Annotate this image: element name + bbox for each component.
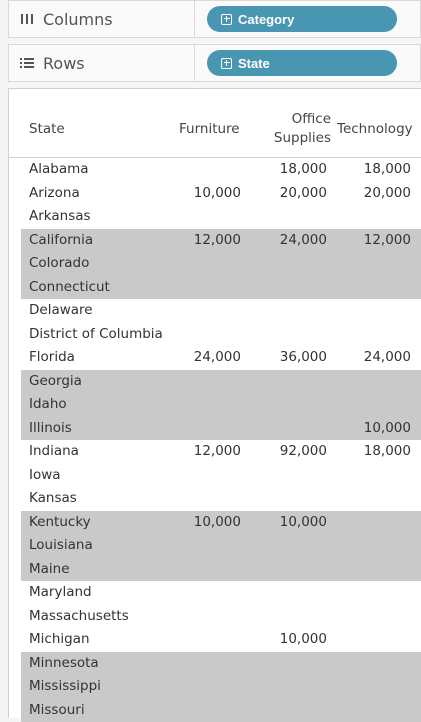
table-row[interactable] [9,464,421,488]
rows-list-icon [19,55,35,71]
header-office-supplies[interactable] [261,110,331,148]
header-furniture[interactable]: Furniture [179,120,240,139]
furniture-value-cell[interactable]: 10,000 [161,511,241,535]
table-row[interactable] [9,370,421,394]
technology-value-cell[interactable]: 18,000 [331,440,411,464]
table-row[interactable] [9,299,421,323]
state-name-cell[interactable]: Indiana [29,440,79,464]
state-name-cell[interactable]: Mississippi [29,675,101,699]
state-name-cell[interactable]: Alabama [29,158,89,182]
state-name-cell[interactable]: Arizona [29,182,80,206]
technology-value-cell[interactable]: 24,000 [331,346,411,370]
state-name-cell[interactable]: Maine [29,558,70,582]
state-name-cell[interactable]: California [29,229,93,253]
state-name-cell[interactable]: Missouri [29,699,85,722]
header-state[interactable]: State [29,120,65,139]
office-supplies-value-cell[interactable]: 18,000 [247,158,327,182]
state-name-cell[interactable]: Florida [29,346,75,370]
state-pill-label: State [238,56,270,71]
state-name-cell[interactable]: Kansas [29,487,77,511]
table-row[interactable] [9,628,421,652]
office-supplies-value-cell[interactable]: 92,000 [247,440,327,464]
state-name-cell[interactable]: Arkansas [29,205,91,229]
rows-shelf-label [9,45,195,81]
state-name-cell[interactable]: Delaware [29,299,93,323]
table-row[interactable] [9,652,421,676]
table-row[interactable] [9,699,421,722]
columns-shelf-label [9,1,195,37]
table-row[interactable] [9,558,421,582]
expand-plus-icon[interactable] [221,14,232,25]
table-row[interactable] [9,205,421,229]
header-office-line2: Supplies [261,129,331,148]
table-row[interactable] [9,276,421,300]
table-row[interactable] [9,417,421,441]
table-row[interactable] [9,581,421,605]
header-office-line1: Office [261,110,331,129]
table-row[interactable] [9,511,421,535]
furniture-value-cell[interactable]: 12,000 [161,440,241,464]
office-supplies-value-cell[interactable]: 10,000 [247,628,327,652]
state-name-cell[interactable]: Massachusetts [29,605,129,629]
technology-value-cell[interactable]: 20,000 [331,182,411,206]
state-name-cell[interactable]: Georgia [29,370,82,394]
table-row[interactable] [9,182,421,206]
table-row[interactable] [9,346,421,370]
office-supplies-value-cell[interactable]: 36,000 [247,346,327,370]
rows-label-text: Rows [43,54,85,73]
table-row[interactable] [9,393,421,417]
state-pill[interactable] [207,50,397,76]
office-supplies-value-cell[interactable]: 24,000 [247,229,327,253]
table-row[interactable] [9,158,421,182]
state-name-cell[interactable]: District of Columbia [29,323,163,347]
table-row[interactable] [9,440,421,464]
table-row[interactable] [9,605,421,629]
table-row[interactable] [9,229,421,253]
category-pill-label: Category [238,12,294,27]
state-name-cell[interactable]: Idaho [29,393,67,417]
furniture-value-cell[interactable]: 12,000 [161,229,241,253]
furniture-value-cell[interactable]: 24,000 [161,346,241,370]
technology-value-cell[interactable]: 12,000 [331,229,411,253]
state-name-cell[interactable]: Iowa [29,464,61,488]
columns-icon [19,11,35,27]
state-name-cell[interactable]: Louisiana [29,534,93,558]
office-supplies-value-cell[interactable]: 20,000 [247,182,327,206]
state-name-cell[interactable]: Maryland [29,581,92,605]
state-name-cell[interactable]: Illinois [29,417,72,441]
expand-plus-icon[interactable] [221,58,232,69]
table-row[interactable] [9,487,421,511]
table-row[interactable] [9,252,421,276]
columns-label-text: Columns [43,10,113,29]
header-technology[interactable]: Technology [337,120,413,139]
table-row[interactable] [9,534,421,558]
crosstab-view [8,88,421,718]
columns-shelf [8,0,421,38]
table-row[interactable] [9,675,421,699]
technology-value-cell[interactable]: 18,000 [331,158,411,182]
office-supplies-value-cell[interactable]: 10,000 [247,511,327,535]
state-name-cell[interactable]: Connecticut [29,276,110,300]
state-name-cell[interactable]: Kentucky [29,511,91,535]
state-name-cell[interactable]: Minnesota [29,652,99,676]
category-pill[interactable] [207,6,397,32]
technology-value-cell[interactable]: 10,000 [331,417,411,441]
state-name-cell[interactable]: Colorado [29,252,89,276]
furniture-value-cell[interactable]: 10,000 [161,182,241,206]
table-header [9,89,421,158]
rows-shelf [8,44,421,82]
table-row[interactable] [9,323,421,347]
state-name-cell[interactable]: Michigan [29,628,90,652]
